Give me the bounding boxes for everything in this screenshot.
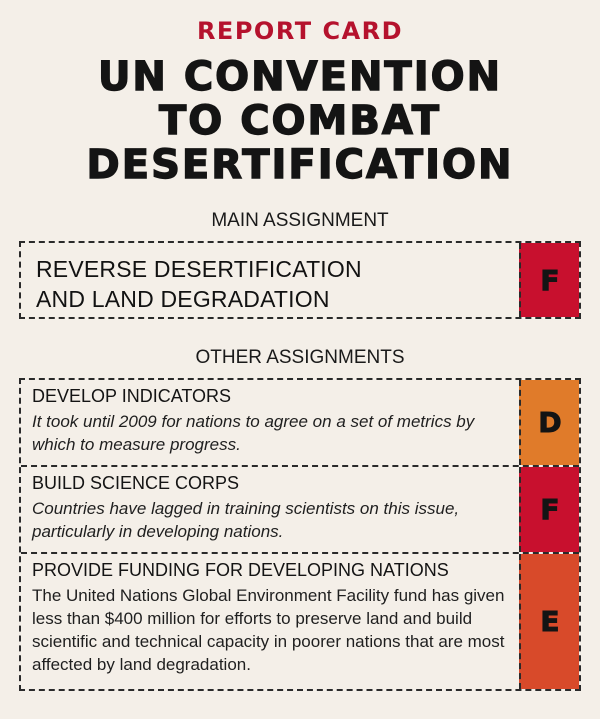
report-card-kicker: REPORT CARD	[196, 17, 404, 45]
assignment-title: DEVELOP INDICATORS	[32, 386, 232, 406]
assignment-description: The United Nations Global Environment Facility fund has given less than $400 million for efforts to preserve land and build scientific and technical capacity in poorer nations that are most affected by land degradation.	[32, 586, 505, 674]
main-assignment-line-2: AND LAND DEGRADATION	[36, 286, 330, 312]
page-title	[0, 55, 600, 187]
main-assignment-box	[19, 241, 581, 319]
assignment-description: Countries have lagged in training scientists on this issue, particularly in developing nations.	[32, 499, 460, 541]
assignment-grade: F	[519, 467, 579, 552]
assignment-grade: E	[519, 554, 579, 689]
main-assignment-grade: F	[519, 243, 579, 317]
title-line-1: UN CONVENTION	[97, 54, 503, 100]
assignment-title: BUILD SCIENCE CORPS	[32, 473, 240, 493]
main-assignment-text	[36, 254, 496, 314]
assignment-grade: D	[519, 380, 579, 465]
other-assignments-label: OTHER ASSIGNMENTS	[195, 347, 405, 368]
other-assignments-box	[19, 378, 581, 691]
assignment-description: It took until 2009 for nations to agree on a set of metrics by which to measure progress.	[32, 412, 475, 454]
title-line-2: TO COMBAT	[158, 98, 441, 144]
assignment-item-provide-funding	[21, 552, 579, 689]
assignment-item-develop-indicators	[21, 380, 579, 465]
title-line-3: DESERTIFICATION	[86, 142, 514, 188]
main-assignment-label: MAIN ASSIGNMENT	[211, 210, 389, 231]
assignment-title: PROVIDE FUNDING FOR DEVELOPING NATIONS	[32, 560, 449, 580]
main-assignment-line-1: REVERSE DESERTIFICATION	[36, 256, 362, 282]
assignment-item-build-science-corps	[21, 465, 579, 552]
